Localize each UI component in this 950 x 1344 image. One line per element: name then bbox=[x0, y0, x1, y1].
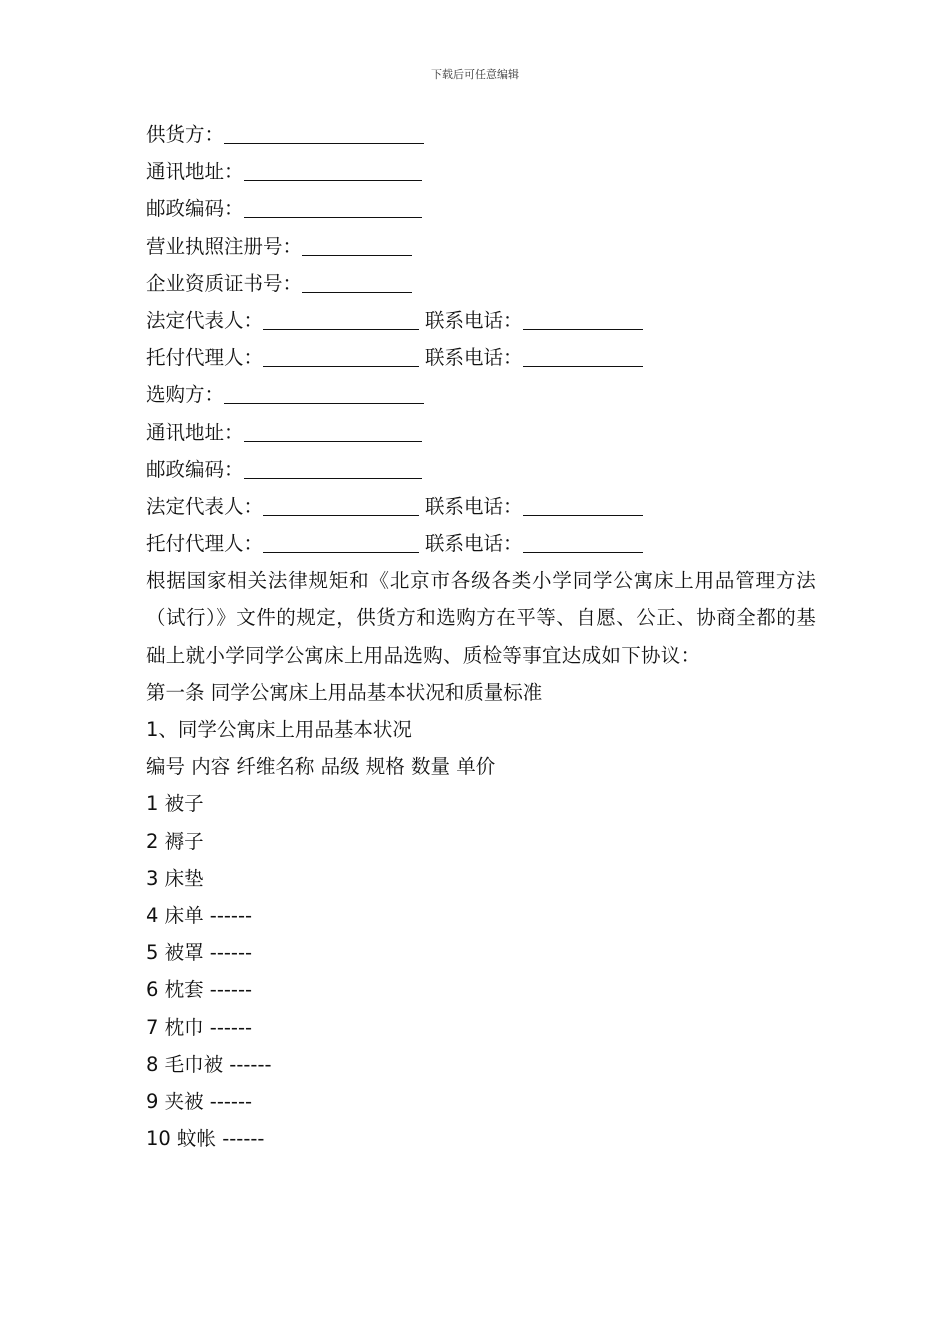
buyer-postcode-line bbox=[146, 451, 816, 488]
supplier-legal-phone-blank[interactable] bbox=[523, 305, 643, 330]
supplier-agent-phone-blank[interactable] bbox=[523, 342, 643, 367]
list-item: 1 被子 bbox=[146, 792, 204, 816]
supplier-license-blank[interactable] bbox=[302, 231, 412, 256]
buyer-postcode-blank[interactable] bbox=[244, 454, 422, 479]
contract-body bbox=[146, 116, 816, 1157]
buyer-blank[interactable] bbox=[224, 379, 424, 404]
supplier-address-blank[interactable] bbox=[244, 156, 422, 181]
supplier-address-label: 通讯地址： bbox=[146, 160, 244, 184]
section-1-title: 1、同学公寓床上用品基本状况 bbox=[146, 718, 412, 742]
buyer-address-blank[interactable] bbox=[244, 417, 422, 442]
buyer-postcode-label: 邮政编码： bbox=[146, 457, 244, 481]
supplier-legal-rep-label: 法定代表人： bbox=[146, 308, 264, 332]
buyer-agent-phone-blank[interactable] bbox=[523, 528, 643, 553]
supplier-cert-blank[interactable] bbox=[302, 268, 412, 293]
supplier-postcode-line bbox=[146, 190, 816, 227]
buyer-address-label: 通讯地址： bbox=[146, 420, 244, 444]
buyer-legal-phone-label: 联系电话： bbox=[425, 494, 523, 518]
buyer-legal-phone-blank[interactable] bbox=[523, 491, 643, 516]
buyer-line bbox=[146, 376, 816, 413]
buyer-agent-label: 托付代理人： bbox=[146, 532, 264, 556]
supplier-agent-line bbox=[146, 339, 816, 376]
supplier-postcode-label: 邮政编码： bbox=[146, 197, 244, 221]
article-1-title: 第一条 同学公寓床上用品基本状况和质量标准 bbox=[146, 680, 543, 704]
supplier-license-line bbox=[146, 228, 816, 265]
supplier-cert-label: 企业资质证书号： bbox=[146, 271, 303, 295]
supplier-agent-phone-label: 联系电话： bbox=[425, 346, 523, 370]
supplier-line bbox=[146, 116, 816, 153]
buyer-legal-rep-blank[interactable] bbox=[263, 491, 419, 516]
list-item: 9 夹被 ------ bbox=[146, 1089, 253, 1113]
list-item: 2 褥子 bbox=[146, 829, 204, 853]
list-item: 3 床垫 bbox=[146, 866, 204, 890]
supplier-agent-label: 托付代理人： bbox=[146, 346, 264, 370]
intro-paragraph: 根据国家相关法律规矩和《北京市各级各类小学同学公寓床上用品管理方法（试行）》文件的规定，供货方和选购方在平等、自愿、公正、协商全都的基础上就小学同学公寓床上用品选购、质检等事宜达成如下协议： bbox=[146, 569, 816, 667]
supplier-license-label: 营业执照注册号： bbox=[146, 234, 303, 258]
supplier-postcode-blank[interactable] bbox=[244, 193, 422, 218]
supplier-address-line bbox=[146, 153, 816, 190]
supplier-agent-blank[interactable] bbox=[263, 342, 419, 367]
buyer-legal-rep-label: 法定代表人： bbox=[146, 494, 264, 518]
buyer-address-line bbox=[146, 414, 816, 451]
supplier-blank[interactable] bbox=[224, 119, 424, 144]
supplier-cert-line bbox=[146, 265, 816, 302]
buyer-legal-rep-line bbox=[146, 488, 816, 525]
buyer-agent-phone-label: 联系电话： bbox=[425, 532, 523, 556]
buyer-agent-blank[interactable] bbox=[263, 528, 419, 553]
list-item: 5 被罩 ------ bbox=[146, 941, 253, 965]
buyer-label: 选购方： bbox=[146, 383, 225, 407]
supplier-legal-rep-blank[interactable] bbox=[263, 305, 419, 330]
supplier-legal-rep-line bbox=[146, 302, 816, 339]
page-header-note: 下载后可任意编辑 bbox=[431, 68, 519, 81]
table-header: 编号 内容 纤维名称 品级 规格 数量 单价 bbox=[146, 755, 496, 779]
supplier-label: 供货方： bbox=[146, 123, 225, 146]
list-item: 10 蚊帐 ------ bbox=[146, 1127, 265, 1151]
list-item: 8 毛巾被 ------ bbox=[146, 1052, 272, 1076]
list-item: 7 枕巾 ------ bbox=[146, 1015, 253, 1039]
buyer-agent-line bbox=[146, 525, 816, 562]
list-item: 6 枕套 ------ bbox=[146, 978, 253, 1002]
supplier-legal-phone-label: 联系电话： bbox=[425, 308, 523, 332]
list-item: 4 床单 ------ bbox=[146, 903, 253, 927]
